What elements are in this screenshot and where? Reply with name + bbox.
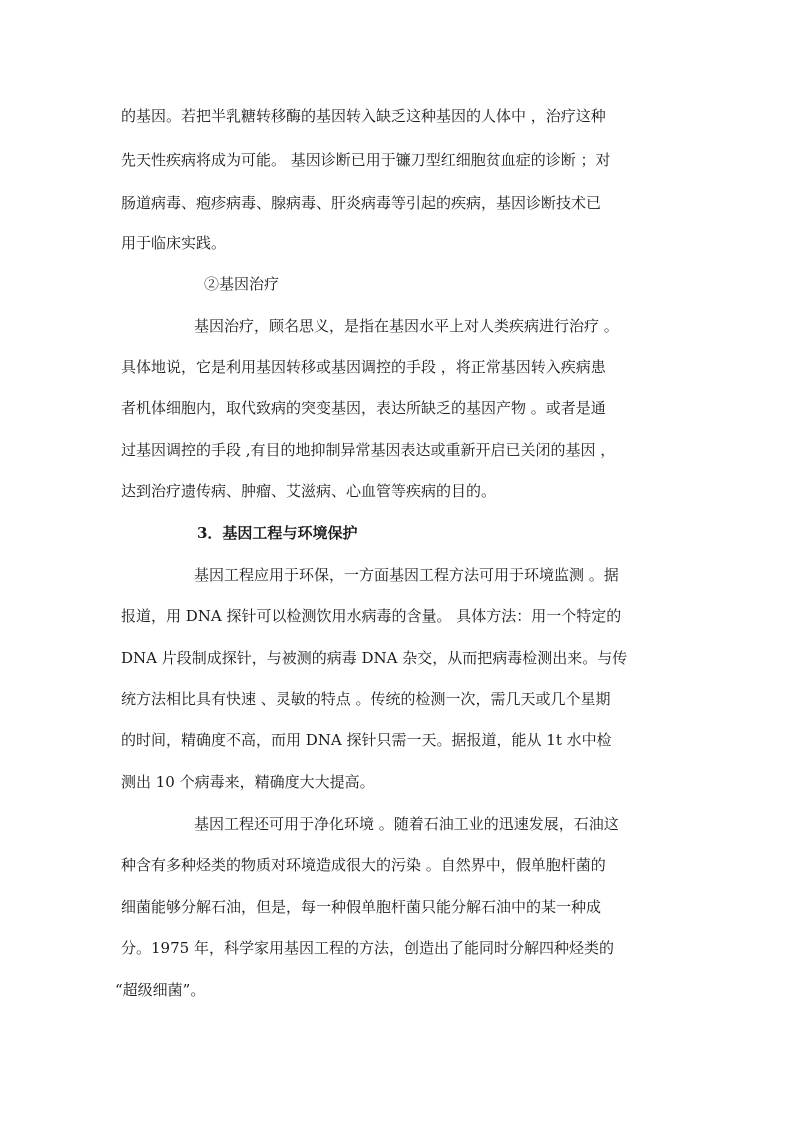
text-line: 用于临床实践。	[121, 234, 227, 252]
text-line: 达到治疗遗传病、肿瘤、艾滋病、心血管等疾病的目的。	[121, 482, 497, 500]
text-line: 细菌能够分解石油，但是，每一种假单胞杆菌只能分解石油中的某一种成	[121, 898, 602, 916]
text-line: 具体地说，它是利用基因转移或基因调控的手段 ，将正常基因转入疾病患	[121, 358, 606, 376]
text-line: 基因工程还可用于净化环境 。随着石油工业的迅速发展，石油这	[194, 815, 619, 833]
text-line: 的基因。若把半乳糖转移酶的基因转入缺乏这种基因的人体中 ，治疗这种	[121, 107, 606, 125]
text-line: 过基因调控的手段 ,有目的地抑制异常基因表达或重新开启已关闭的基因 ，	[121, 441, 616, 459]
text-line: 分。1975 年，科学家用基因工程的方法，创造出了能同时分解四种烃类的	[121, 939, 614, 957]
text-line: 先天性疾病将成为可能。 基因诊断已用于镰刀型红细胞贫血症的诊断 ；对	[121, 151, 611, 169]
text-line: 统方法相比具有快速 、灵敏的特点 。传统的检测一次，需几天或几个星期	[121, 690, 611, 708]
text-line: 的时间，精确度不高，而用 DNA 探针只需一天。据报道，能从 1t 水中检	[121, 731, 612, 749]
text-line: 种含有多种烃类的物质对环境造成很大的污染 。自然界中，假单胞杆菌的	[121, 856, 606, 874]
text-line: 基因工程应用于环保，一方面基因工程方法可用于环境监测 。据	[194, 566, 619, 584]
text-line: “超级细菌”。	[115, 981, 206, 999]
text-line: 测出 10 个病毒来，精确度大大提高。	[121, 773, 375, 791]
text-line: DNA 片段制成探针，与被测的病毒 DNA 杂交，从而把病毒检测出来。与传	[121, 649, 628, 667]
text-line: 报道，用 DNA 探针可以检测饮用水病毒的含量。 具体方法：用一个特定的	[121, 607, 622, 625]
section-heading: 3．基因工程与环境保护	[197, 524, 358, 542]
text-line: 肠道病毒、疱疹病毒、腺病毒、肝炎病毒等引起的疾病，基因诊断技术已	[121, 194, 602, 212]
subsection-title: ②基因治疗	[204, 275, 280, 293]
text-line: 者机体细胞内，取代致病的突变基因，表达所缺乏的基因产物 。或者是通	[121, 399, 606, 417]
text-line: 基因治疗，顾名思义，是指在基因水平上对人类疾病进行治疗 。	[194, 317, 619, 335]
